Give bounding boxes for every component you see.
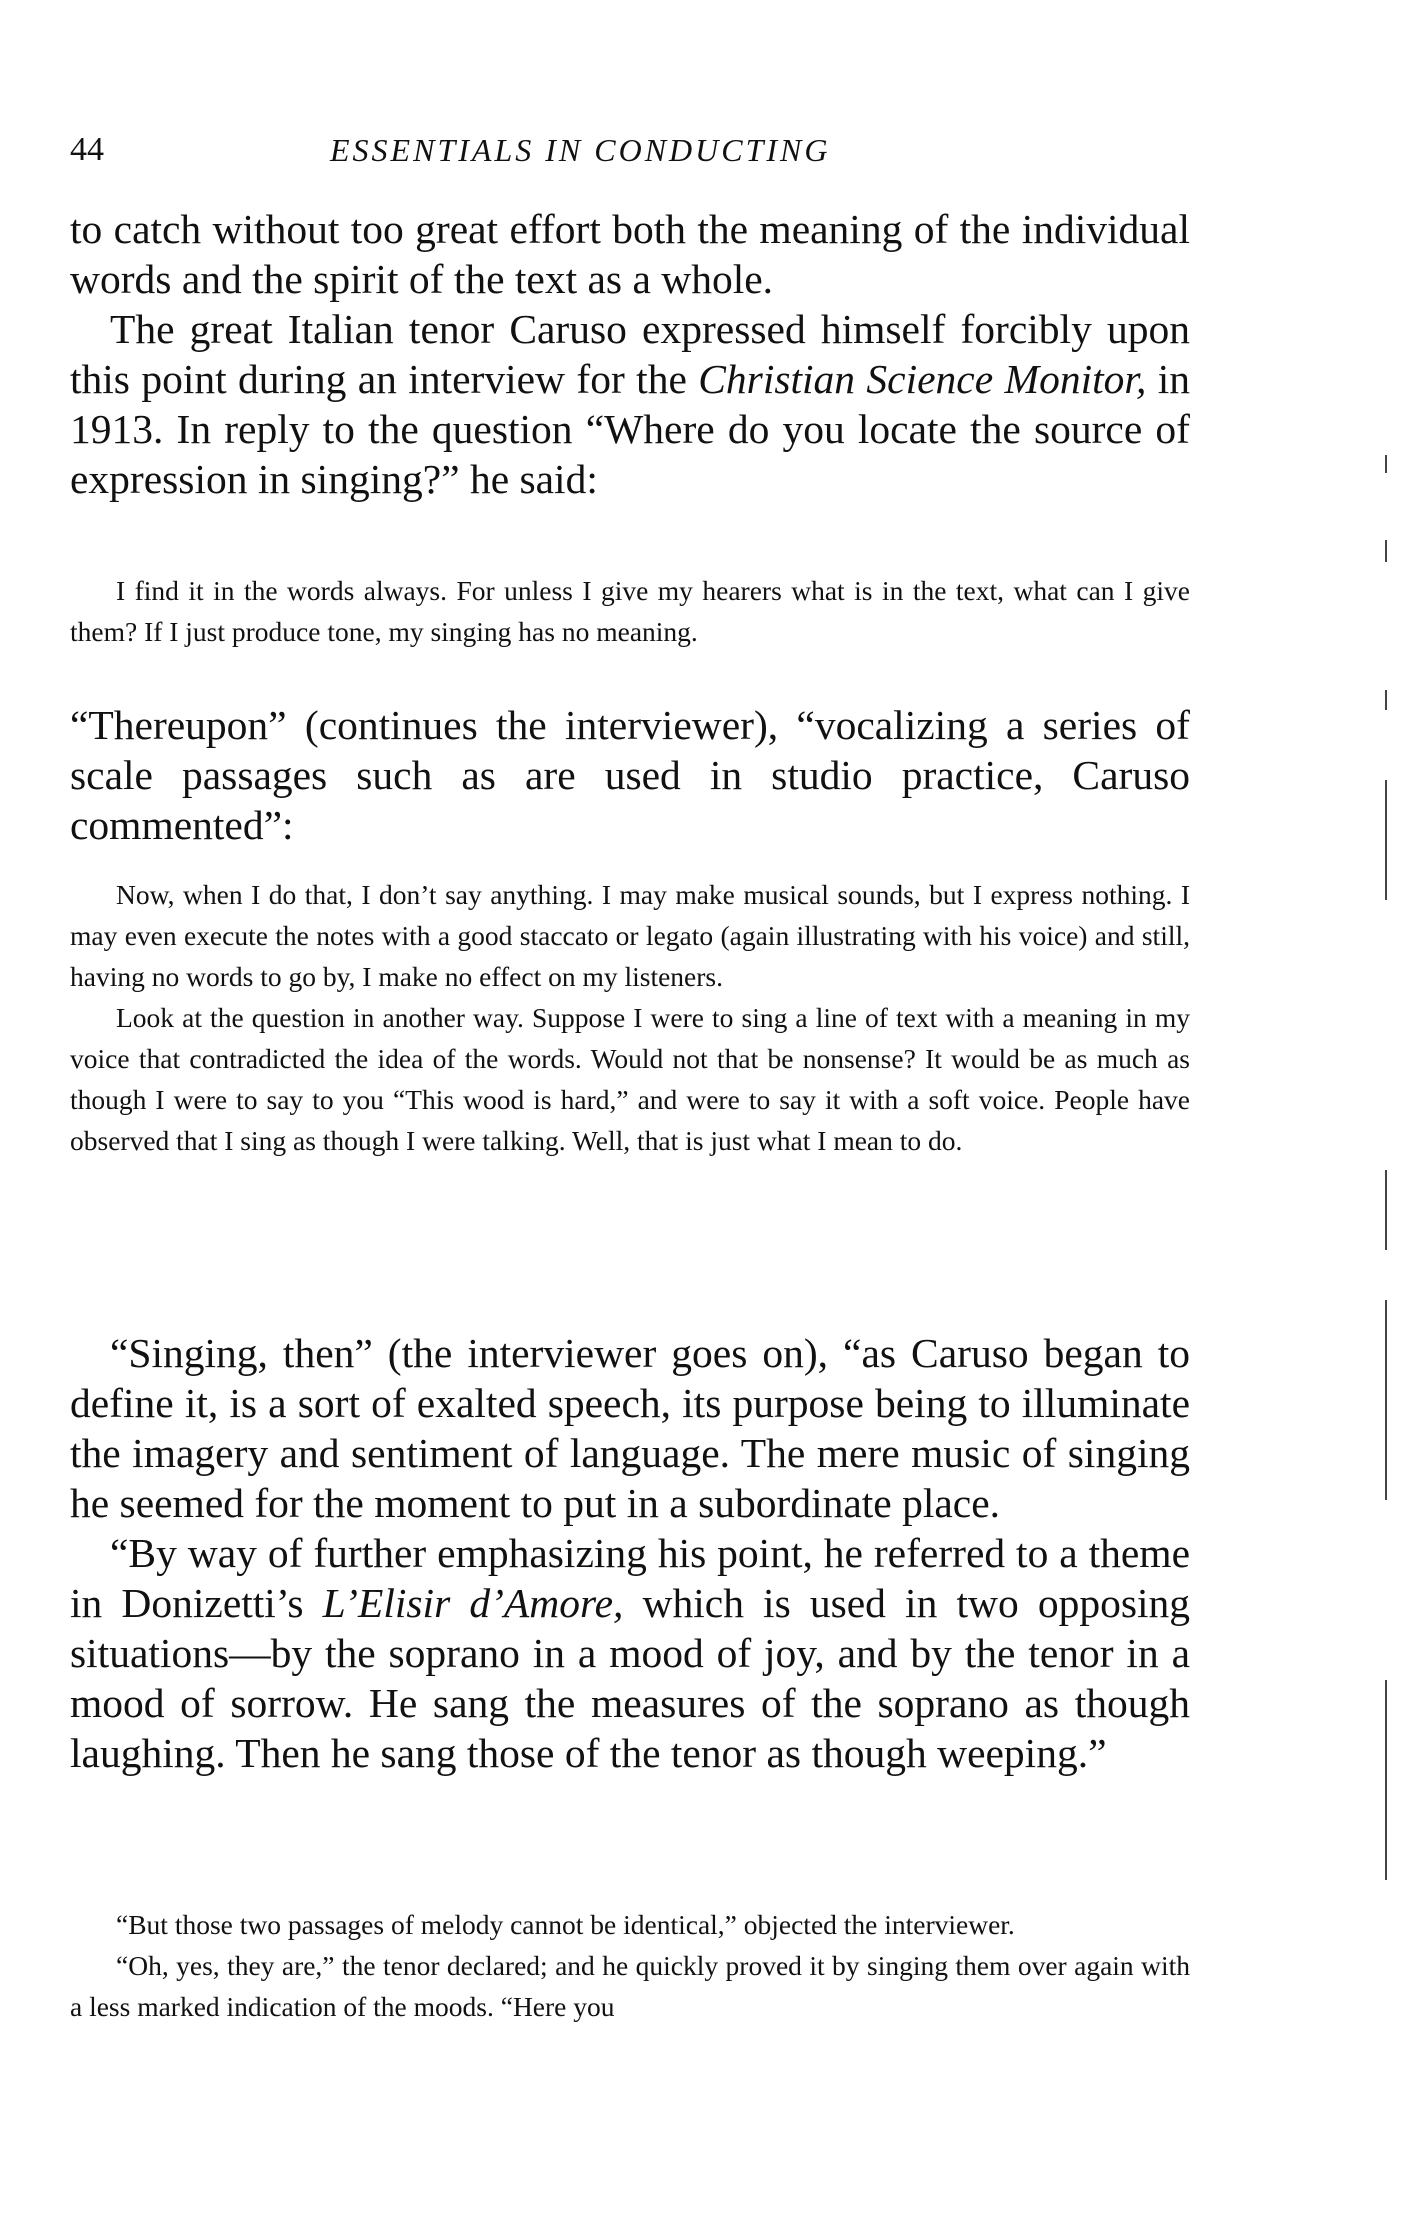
body-block-3 bbox=[70, 1328, 1190, 1778]
scan-mark bbox=[1385, 1300, 1387, 1500]
block-quote-1 bbox=[70, 570, 1190, 652]
block-quote-2 bbox=[70, 874, 1190, 1161]
quote-objection: “But those two passages of melody cannot be identical,” objected the interviewer. bbox=[116, 1909, 1015, 1940]
scan-mark bbox=[1385, 540, 1387, 562]
paragraph-singing-then: “Singing, then” (the interviewer goes on), “as Caruso began to define it, is a sort of exalted speech, its purpose being to illuminate the imagery and sentiment of language. The mere music of singing he seemed for the moment to put in a subordinate place. bbox=[70, 1330, 1190, 1526]
paragraph-donizetti-text: “By way of further emphasizing his point, he referred to a theme in Donizetti’s bbox=[70, 1530, 1190, 1626]
scan-mark bbox=[1385, 1170, 1387, 1250]
body-block-2 bbox=[70, 700, 1190, 850]
quote-wood-is-hard: Look at the question in another way. Suppose I were to sing a line of text with a meaning in my voice that contradicted the idea of the words. Would not that be nonsense? It would be as much as though I were to say to you “This wood is hard,” and were to say it with a soft voice. People have observed that I sing as though I were talking. Well, that is just what I mean to do. bbox=[70, 1002, 1190, 1156]
paragraph-thereupon: “Thereupon” (continues the interviewer), “vocalizing a series of scale passages such as are used in studio practice, Caruso commented”: bbox=[70, 702, 1190, 848]
block-quote-3 bbox=[70, 1904, 1190, 2027]
body-block-1 bbox=[70, 204, 1190, 504]
scan-mark bbox=[1385, 1680, 1387, 1880]
running-head: ESSENTIALS IN CONDUCTING bbox=[330, 132, 831, 168]
quote-words-always: I find it in the words always. For unless I give my hearers what is in the text, what can I give them? If I just produce tone, my singing has no meaning. bbox=[70, 575, 1190, 647]
page-header bbox=[70, 128, 1190, 172]
paragraph-caruso-intro bbox=[70, 304, 1190, 504]
publication-title: Christian Science Monitor, bbox=[698, 356, 1147, 402]
paragraph-donizetti-text-end: which is used in two opposing situations—by the soprano in a mood of joy, and by the tenor in a mood of sorrow. He sang the measures of the soprano as though laughing. Then he sang those of the tenor as though weeping.” bbox=[70, 1580, 1190, 1776]
quote-tenor-reply: “Oh, yes, they are,” the tenor declared; and he quickly proved it by singing them over again with a less marked indication of the moods. “Here you bbox=[70, 1950, 1190, 2022]
quote-scale-passages: Now, when I do that, I don’t say anything. I may make musical sounds, but I express nothing. I may even execute the notes with a good staccato or legato (again illustrating with his voice) and still, having no words to go by, I make no effect on my listeners. bbox=[70, 879, 1190, 992]
scan-mark bbox=[1385, 690, 1387, 710]
scan-mark bbox=[1385, 455, 1387, 473]
paragraph-continuation: to catch without too great effort both the meaning of the individual words and the spirit of the text as a whole. bbox=[70, 206, 1190, 302]
paragraph-caruso-intro-text-end: in 1913. In reply to the question “Where do you locate the source of expression in singing?” he said: bbox=[70, 356, 1190, 502]
paragraph-donizetti bbox=[70, 1528, 1190, 1778]
scan-mark bbox=[1385, 780, 1387, 900]
paragraph-caruso-intro-text: The great Italian tenor Caruso expressed himself forcibly upon this point during an interview for the bbox=[70, 306, 1190, 402]
opera-title: L’Elisir d’Amore, bbox=[322, 1580, 624, 1626]
scan-edge-marks bbox=[1385, 0, 1393, 2233]
page-number: 44 bbox=[70, 131, 104, 168]
